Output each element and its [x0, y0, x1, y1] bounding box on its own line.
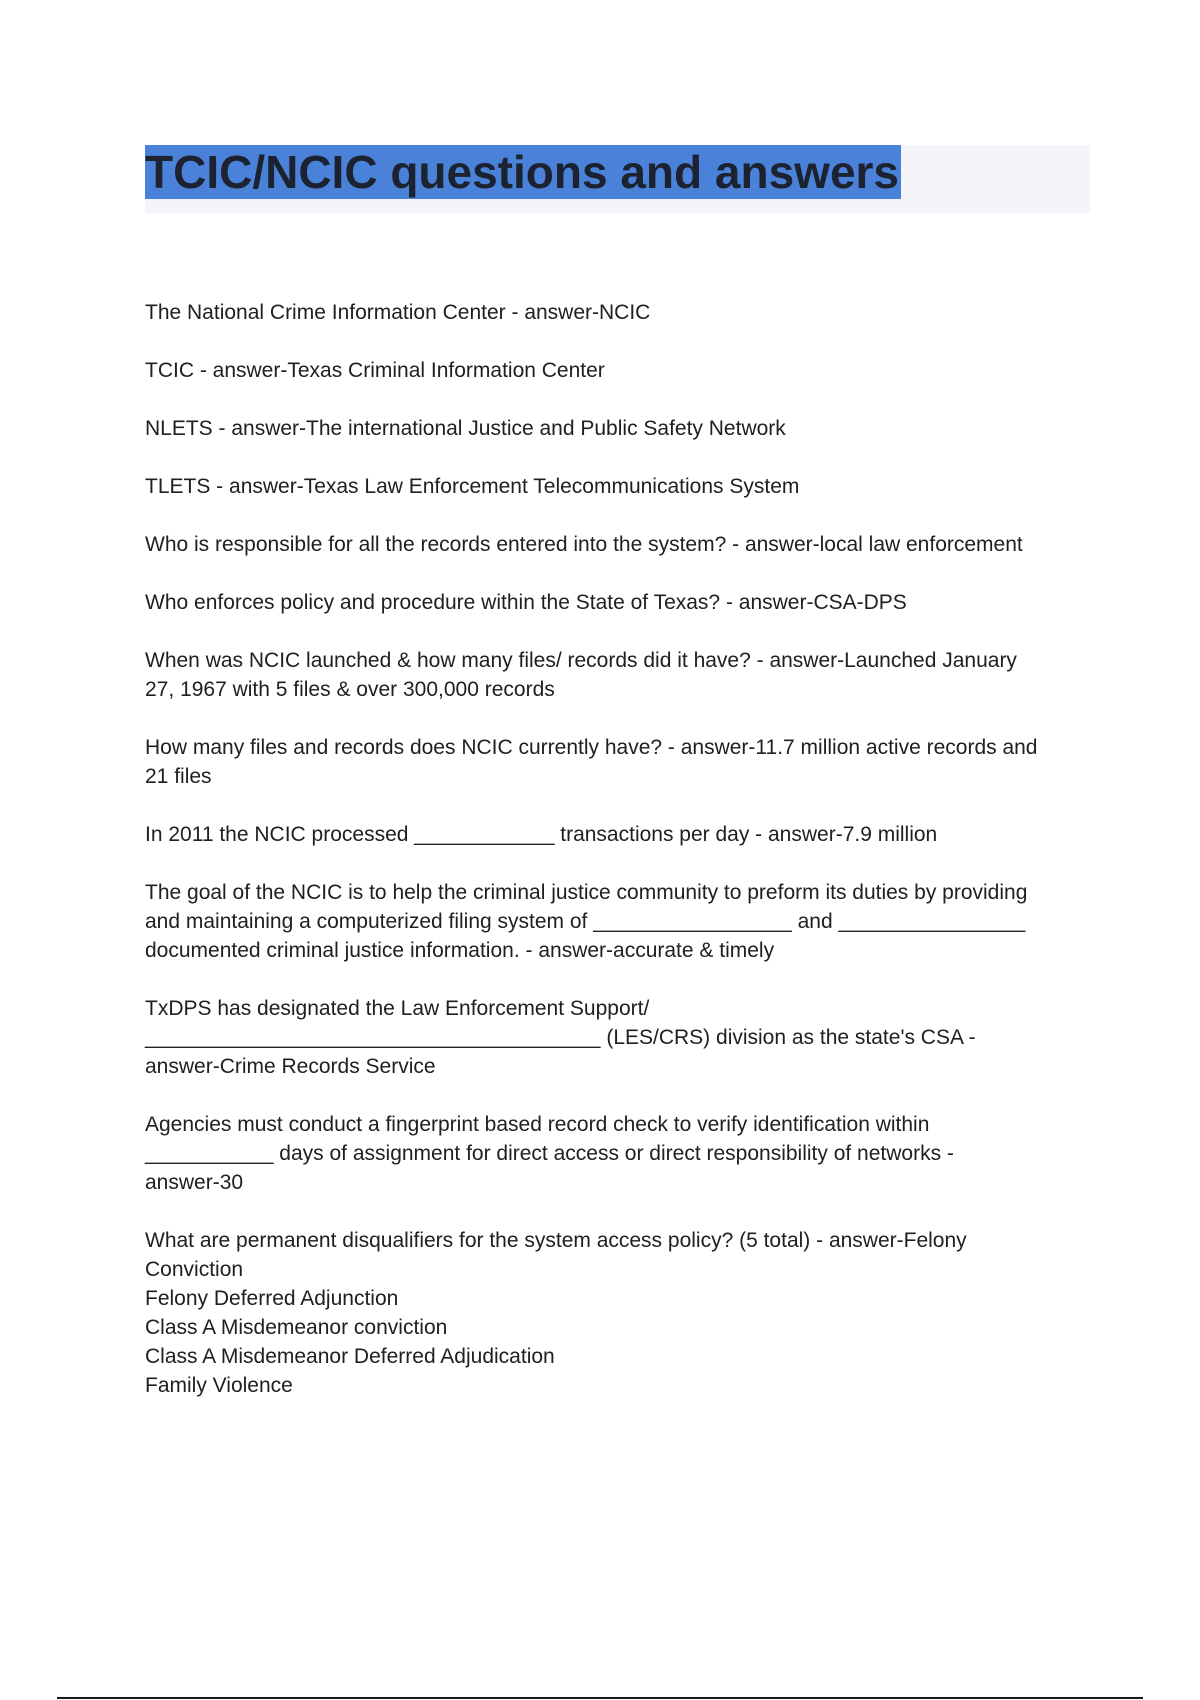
qa-item: [145, 298, 1090, 327]
qa-line: What are permanent disqualifiers for the system access policy? (5 total) - answer-Felony: [145, 1229, 967, 1252]
qa-line: Family Violence: [145, 1374, 293, 1397]
qa-line: TLETS - answer-Texas Law Enforcement Telecommunications System: [145, 475, 800, 498]
qa-line: TCIC - answer-Texas Criminal Information Center: [145, 359, 605, 382]
qa-line: ___________ days of assignment for direct access or direct responsibility of networks -: [145, 1142, 954, 1165]
qa-line: When was NCIC launched & how many files/ records did it have? - answer-Launched January: [145, 649, 1017, 672]
qa-line: Felony Deferred Adjunction: [145, 1287, 399, 1310]
qa-line: and maintaining a computerized filing system of _________________ and ________________: [145, 910, 1026, 933]
qa-item: [145, 878, 1090, 965]
qa-line: Class A Misdemeanor conviction: [145, 1316, 448, 1339]
qa-line: The National Crime Information Center - answer-NCIC: [145, 301, 651, 324]
qa-item: [145, 530, 1090, 559]
qa-line: answer-Crime Records Service: [145, 1055, 436, 1078]
qa-line: Conviction: [145, 1258, 244, 1281]
qa-item: [145, 472, 1090, 501]
qa-item: [145, 1110, 1090, 1197]
qa-line: The goal of the NCIC is to help the criminal justice community to preform its duties by providing: [145, 881, 1028, 904]
title-block: [145, 145, 1090, 213]
qa-item: [145, 356, 1090, 385]
qa-item: [145, 1226, 1090, 1400]
document-title[interactable]: TCIC/NCIC questions and answers: [145, 146, 900, 198]
qa-line: answer-30: [145, 1171, 244, 1194]
qa-line: Class A Misdemeanor Deferred Adjudication: [145, 1345, 555, 1368]
qa-line: 27, 1967 with 5 files & over 300,000 records: [145, 678, 555, 701]
qa-item: [145, 733, 1090, 791]
qa-item: [145, 994, 1090, 1081]
qa-line: documented criminal justice information. - answer-accurate & timely: [145, 939, 775, 962]
qa-line: _______________________________________ (LES/CRS) division as the state's CSA -: [145, 1026, 976, 1049]
qa-item: [145, 588, 1090, 617]
qa-line: Who is responsible for all the records entered into the system? - answer-local law enforcement: [145, 533, 1023, 556]
qa-line: In 2011 the NCIC processed ____________ transactions per day - answer-7.9 million: [145, 823, 938, 846]
qa-item: [145, 820, 1090, 849]
qa-line: TxDPS has designated the Law Enforcement Support/: [145, 997, 650, 1020]
qa-line: How many files and records does NCIC currently have? - answer-11.7 million active records and: [145, 736, 1038, 759]
qa-line: Agencies must conduct a fingerprint based record check to verify identification within: [145, 1113, 930, 1136]
qa-line: 21 files: [145, 765, 212, 788]
footer-divider: [57, 1697, 1143, 1699]
qa-list: [145, 298, 1090, 1429]
qa-line: Who enforces policy and procedure within the State of Texas? - answer-CSA-DPS: [145, 591, 907, 614]
qa-line: NLETS - answer-The international Justice and Public Safety Network: [145, 417, 786, 440]
qa-item: [145, 414, 1090, 443]
qa-item: [145, 646, 1090, 704]
